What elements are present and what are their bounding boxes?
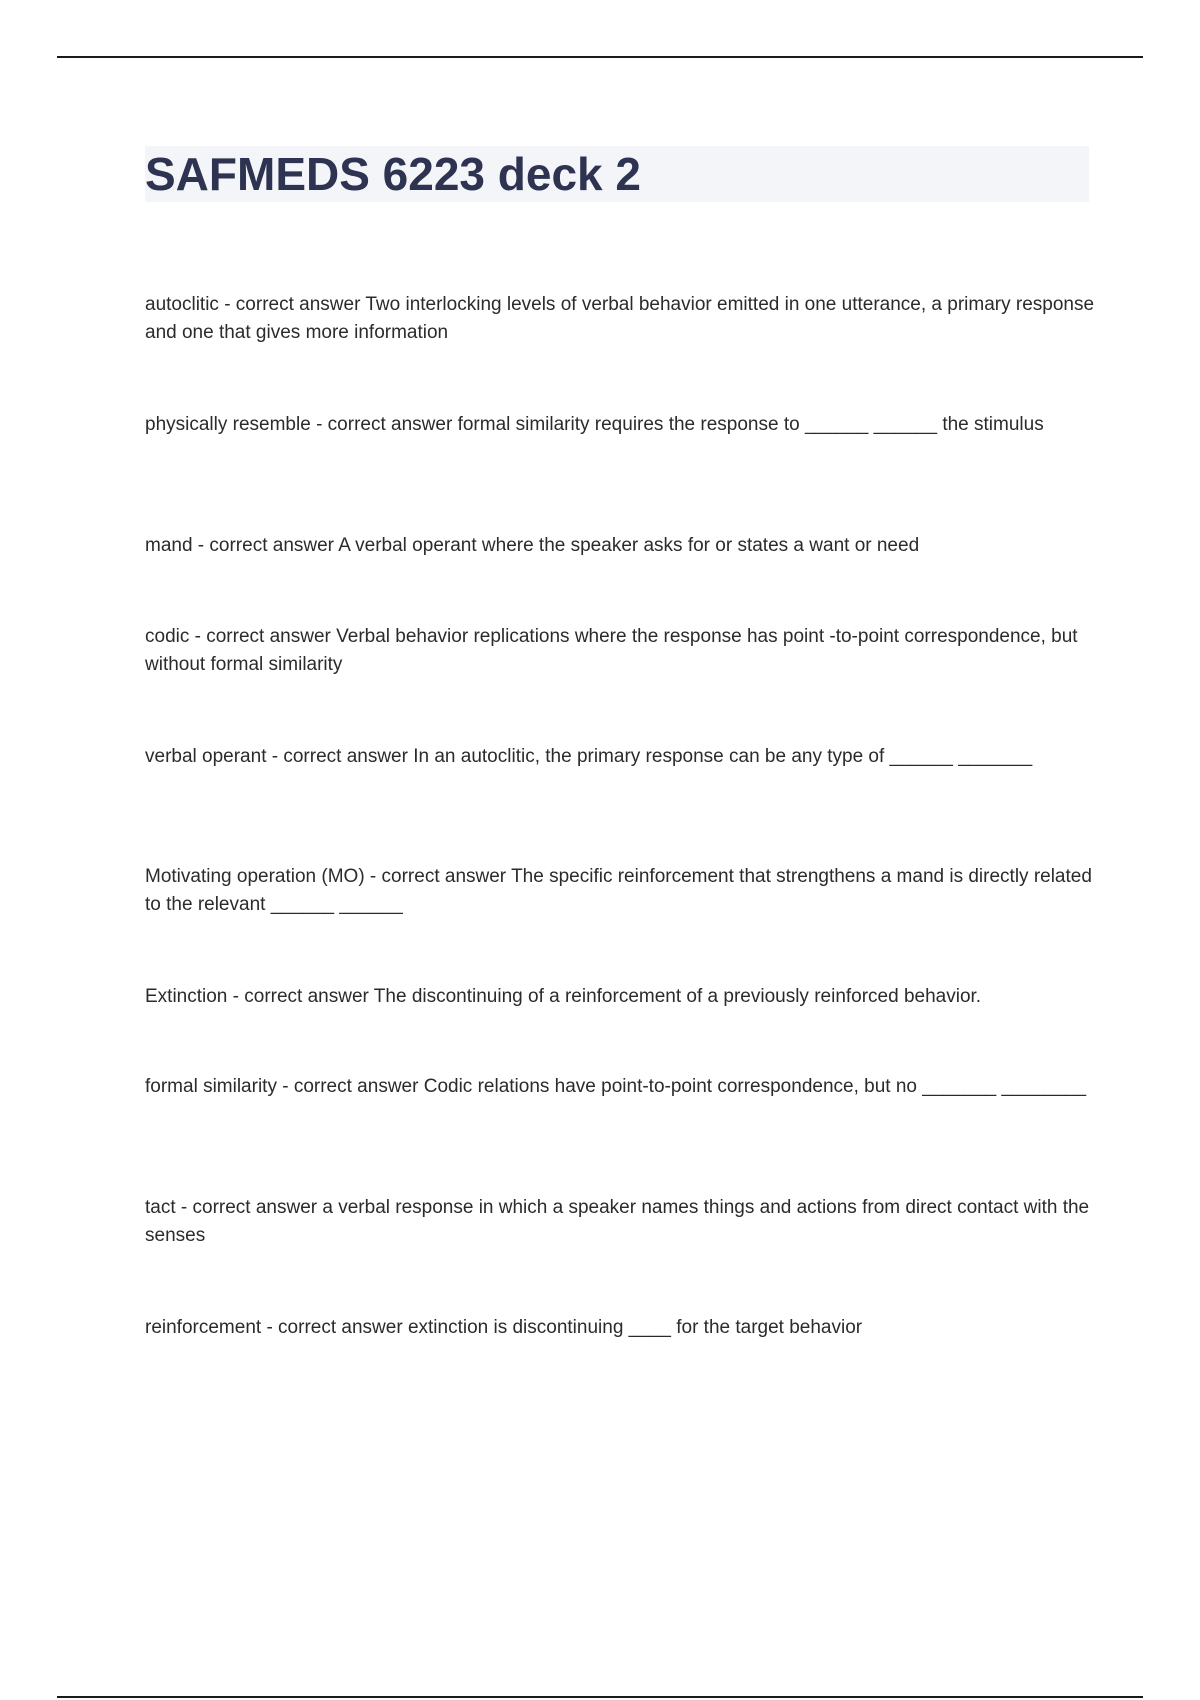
card-term: Extinction <box>145 986 228 1007</box>
card-answer: In an autoclitic, the primary response can be any type of ______ _______ <box>413 746 1033 767</box>
card-answer: Verbal behavior replications where the response has point -to-point correspondence, but without formal similarity <box>145 626 1078 675</box>
card-answer: A verbal operant where the speaker asks for or states a want or need <box>338 535 920 556</box>
card-separator: - correct answer <box>192 535 339 556</box>
card-separator: - correct answer <box>218 294 366 315</box>
flashcard-reinforcement <box>145 1314 1095 1342</box>
card-separator: - correct answer <box>276 1076 424 1097</box>
card-term: mand <box>145 535 193 556</box>
flashcard-formal-similarity <box>145 1073 1095 1101</box>
card-term: reinforcement <box>145 1317 262 1338</box>
flashcard-extinction <box>145 983 1095 1011</box>
card-separator: - correct answer <box>364 866 512 887</box>
card-term: Motivating operation (MO) <box>145 866 365 887</box>
card-separator: - correct answer <box>261 1317 408 1338</box>
card-separator: - correct answer <box>310 414 458 435</box>
card-answer: The specific reinforcement that strengthens a mand is directly related to the relevant ______ ______ <box>145 866 1092 915</box>
card-term: physically resemble <box>145 414 311 435</box>
card-separator: - correct answer <box>227 986 374 1007</box>
flashcard-autoclitic <box>145 291 1095 347</box>
flashcard-codic <box>145 623 1095 679</box>
flashcard-tact <box>145 1194 1095 1250</box>
card-term: autoclitic <box>145 294 219 315</box>
card-term: formal similarity <box>145 1076 277 1097</box>
card-separator: - correct answer <box>175 1197 323 1218</box>
card-answer: formal similarity requires the response to ______ ______ the stimulus <box>457 414 1044 435</box>
top-rule <box>57 56 1143 58</box>
bottom-rule <box>57 1696 1143 1698</box>
document-title: SAFMEDS 6223 deck 2 <box>145 148 642 200</box>
card-term: codic <box>145 626 190 647</box>
card-answer: Codic relations have point-to-point correspondence, but no _______ ________ <box>423 1076 1087 1097</box>
flashcard-verbal-operant <box>145 743 1095 771</box>
flashcard-physically-resemble <box>145 411 1095 439</box>
card-separator: - correct answer <box>189 626 337 647</box>
card-term: verbal operant <box>145 746 267 767</box>
card-answer: The discontinuing of a reinforcement of a previously reinforced behavior. <box>373 986 982 1007</box>
card-answer: Two interlocking levels of verbal behavior emitted in one utterance, a primary response and one that gives more information <box>145 294 1095 343</box>
card-answer: extinction is discontinuing ____ for the target behavior <box>407 1317 863 1338</box>
flashcard-mand <box>145 532 1095 560</box>
card-term: tact <box>145 1197 176 1218</box>
flashcard-motivating-operation <box>145 863 1095 919</box>
card-answer: a verbal response in which a speaker names things and actions from direct contact with the senses <box>145 1197 1090 1246</box>
card-separator: - correct answer <box>266 746 414 767</box>
